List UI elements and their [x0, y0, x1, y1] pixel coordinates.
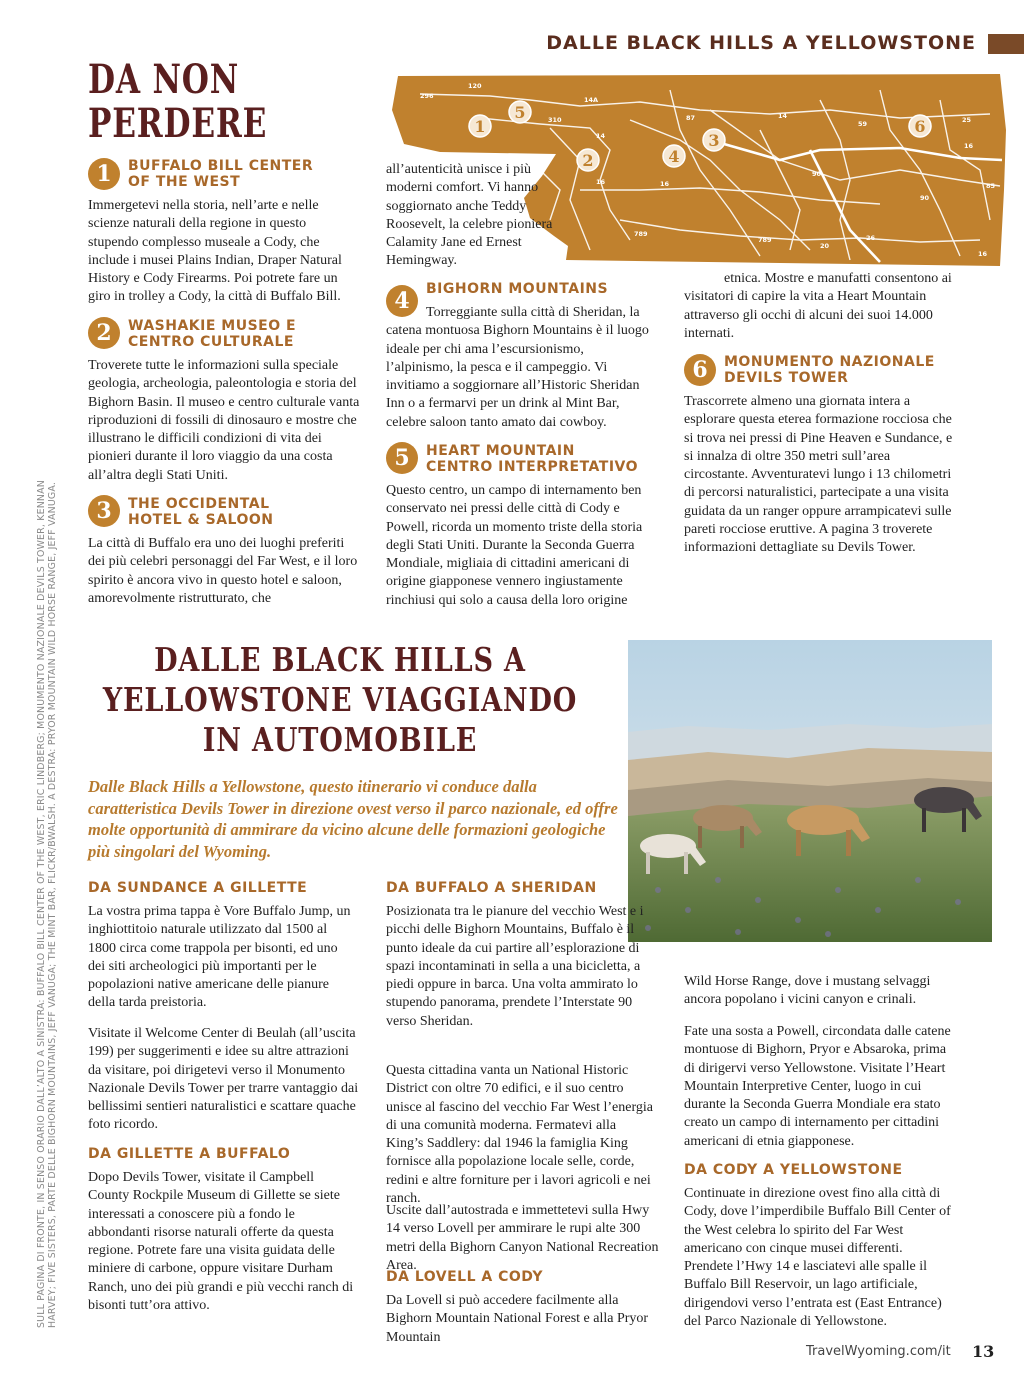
attraction-3-continued: all’autenticità unisce i più moderni comfort. Vi hanno soggiornato anche Teddy Roosevelt, la celebre pioniera Calamity Jane ed Ernest Hemingway.	[386, 162, 553, 269]
footer-url[interactable]: TravelWyoming.com/it	[806, 1344, 951, 1359]
number-badge-5: 5	[386, 442, 418, 474]
attraction-2-title-line2: CENTRO CULTURALE	[128, 334, 294, 350]
map-marker-2: 2	[582, 151, 594, 170]
number-badge-1: 1	[88, 158, 120, 190]
hwy-label: 789	[758, 236, 772, 244]
article-title	[40, 640, 640, 760]
hwy-label: 296	[420, 92, 434, 100]
running-header: DALLE BLACK HILLS A YELLOWSTONE	[546, 32, 976, 54]
attraction-5-continued	[684, 270, 954, 343]
hwy-label: 789	[634, 230, 648, 238]
hwy-label: 90	[812, 170, 822, 178]
attraction-3-title-line2: HOTEL & SALOON	[128, 512, 274, 528]
attraction-5-text: Questo centro, un campo di internamento ben conservato nei pressi delle città di Cody e Powell, ricorda un momento triste della storia degli Stati Uniti. Durante la Seconda Guerra Mondiale, migliaia di cittadini americani di origine giapponese vennero ingiustamente rinchiusi qui solo a causa della loro origine	[386, 483, 643, 608]
attraction-2-text: Troverete tutte le informazioni sulla speciale geologia, archeologia, paleontologia e storia del Bighorn Basin. Il museo e centro culturale vanta riproduzioni di fossili di dinosauro e mostre che illustrano le difficili condizioni di vita dei pionieri durante il loro viaggio da una costa all’altra degli Stati Uniti.	[88, 358, 360, 483]
attraction-3-text: La città di Buffalo era uno dei luoghi preferiti dei più celebri personaggi del Far West, e il loro spirito è ancora vivo in questo hotel e saloon, amorevolmente ristrutturato, che	[88, 536, 358, 606]
attraction-1-title	[128, 158, 313, 190]
hwy-label: 14A	[584, 96, 599, 104]
col3-heading-1: DA CODY A YELLOWSTONE	[684, 1162, 903, 1178]
attraction-1-text: Immergetevi nella storia, nell’arte e nelle scienze naturali della regione in questo stupendo complesso museale a Cody, che include i musei Plains Indian, Draper Natural History e Cody Firearms. Poi potrete fare un giro in trolley a Cody, la città di Buffalo Bill.	[88, 198, 342, 305]
map-marker-6: 6	[914, 117, 926, 136]
hwy-label: 90	[920, 194, 930, 202]
col2-heading-2: DA LOVELL A CODY	[386, 1269, 544, 1285]
map-marker-3: 3	[708, 131, 720, 150]
number-badge-6: 6	[684, 354, 716, 386]
map-marker-5: 5	[514, 103, 526, 122]
col1-heading-2: DA GILLETTE A BUFFALO	[88, 1146, 291, 1162]
attraction-5-continued-content: etnica. Mostre e manufatti consentono ai visitatori di capire la vita a Heart Mountain attraverso gli occhi di alcuni dei suoi 14.000 internati.	[684, 271, 952, 341]
hwy-label: 87	[686, 114, 696, 122]
map-marker-1: 1	[474, 117, 486, 136]
attraction-2-title-line1: WASHAKIE MUSEO E	[128, 318, 297, 334]
hwy-label: 25	[962, 116, 972, 124]
attraction-5-title-line2: CENTRO INTERPRETATIVO	[426, 459, 639, 475]
section-title-line1: DA NON	[88, 56, 240, 103]
number-badge-2: 2	[88, 317, 120, 349]
col1-paragraph-2: Visitate il Welcome Center di Beulah (all’uscita 199) per suggerimenti e idee su altre attrazioni da visitare, poi dirigetevi verso il Monumento Nazionale Devils Tower per trarre vantaggio dai bellissimi sentieri naturalistici e scattare quache foto ricordo.	[88, 1026, 359, 1133]
attraction-1-title-line2: OF THE WEST	[128, 174, 241, 190]
hwy-label: 120	[468, 82, 482, 90]
attraction-6-title	[724, 354, 935, 386]
col2-paragraph-2: Questa cittadina vanta un National Historic District con oltre 70 edifici, e il suo centro unisce al fascino del vecchio Far West l’energia di una comunità moderna. Fermatevi alla King’s Saddlery: dal 1946 la famiglia King fornisce alla popolazione locale selle, corde, redini e altre forniture per i lavori agricoli e nei ranch.	[386, 1063, 653, 1207]
hwy-label: 14	[596, 132, 606, 140]
attraction-6-text: Trascorrete almeno una giornata intera a esplorare questa eterea formazione rocciosa che si trova nei pressi di Pine Heaven e Sundance, e si innalza di oltre 350 metri sull’area circostante. Avventuratevi lungo i 13 chilometri di percorsi naturalistici, partecipate a una visita guidata da un ranger oppure arrampicatevi sulle pareti rocciose eruttive. A pagina 3 troverete informazioni dettagliate su Devils Tower.	[684, 394, 953, 556]
hwy-label: 26	[866, 234, 876, 242]
hwy-label: 16	[978, 250, 988, 258]
photo-credit: SULL PAGINA DI FRONTE, IN SENSO ORARIO DALL’ALTO A SINISTRA: BUFFALO BILL CENTER OF THE WEST, ERIC LINDBERG; MONUMENTO NAZIONALE DEVILS TOWER, KENNAN HARVEY; FIVE SISTERS, PARTE DELLE BIGHORN MOUNTAINS, JEFF VANUGA; THE MINT BAR, FLICKR/BWALSH. A DESTRA: PRYOR MOUNTAIN WILD HORSE RANGE, JEFF VANUGA.	[36, 480, 58, 1328]
col1-paragraph-1: La vostra prima tappa è Vore Buffalo Jump, un inghiottitoio naturale utilizzato dal 1500 al 1800 circa come trappola per bisonti, ed uno dei siti archeologici più importanti per le popolazioni native americane delle pianure della tarda preistoria.	[88, 904, 351, 1011]
attraction-1-title-line1: BUFFALO BILL CENTER	[128, 158, 314, 174]
col3-paragraph-3: Continuate in direzione ovest fino alla città di Cody, dove l’imperdibile Buffalo Bill Center of the West celebra lo spirito del Far West americano con cinque musei differenti. Prendete l’Hwy 14 e lasciatevi alle spalle il Buffalo Bill Reservoir, un lago artificiale, dirigendovi verso l’entrata est (East Entrance) del Parco Nazionale di Yellowstone.	[684, 1186, 951, 1330]
col2-paragraph-1: Posizionata tra le pianure del vecchio West e i picchi delle Bighorn Mountains, Buffalo è il punto ideale da cui partire all’esplorazione di spazi incontaminati in sella a una bicicletta, a piedi oppure in barca. Una volta ammirato lo stupendo panorama, prendete l’Interstate 90 verso Sheridan.	[386, 904, 644, 1029]
col2-heading-1: DA BUFFALO A SHERIDAN	[386, 880, 597, 896]
wild-horses-photo	[628, 640, 992, 942]
hwy-label: 16	[660, 180, 670, 188]
attraction-6-title-line2: DEVILS TOWER	[724, 370, 849, 386]
attraction-5-title-line1: HEART MOUNTAIN	[426, 443, 575, 459]
attraction-3-title-line1: THE OCCIDENTAL	[128, 496, 270, 512]
hwy-label: 16	[596, 178, 606, 186]
page-number: 13	[972, 1342, 995, 1361]
section-title-line2: PERDERE	[88, 100, 268, 147]
attraction-5-title	[426, 443, 638, 475]
col2-paragraph-4: Da Lovell si può accedere facilmente alla Bighorn Mountain National Forest e alla Pryor Mountain	[386, 1293, 649, 1345]
col1-heading-1: DA SUNDANCE A GILLETTE	[88, 880, 308, 896]
hwy-label: 310	[548, 116, 562, 124]
number-badge-3: 3	[88, 495, 120, 527]
hwy-label: 16	[964, 142, 974, 150]
attraction-4-text	[386, 304, 654, 432]
attraction-4-text-content: Torreggiante sulla città di Sheridan, la catena montuosa Bighorn Mountains è il luogo ideale per chi ama l’escursionismo, l’alpinismo, la pesca e il campeggio. Vi invitiamo a soggiornare all’Historic Sheridan Inn o a fermarvi per un drink al Mint Bar, celebre saloon tanto amato dai cowboy.	[386, 305, 649, 430]
col1-paragraph-3: Dopo Devils Tower, visitate il Campbell County Rockpile Museum di Gillette se siete interessati a conoscere più a fondo le abbondanti risorse naturali offerte da questa regione. Potrete fare una visita guidata delle miniere di carbone, oppure visitare Durham Ranch, uno dei più grandi e più vecchi ranch di bisonti tutt’ora attivo.	[88, 1170, 354, 1314]
col3-paragraph-2: Fate una sosta a Powell, circondata dalle catene montuose di Bighorn, Pryor e Absaroka, prima di dirigervi verso Yellowstone. Visitate l’Heart Mountain Interpretive Center, luogo in cui durante la Seconda Guerra Mondiale era stato creato un campo di internamento per cittadini americani di etnia giapponese.	[684, 1024, 951, 1149]
hwy-label: 85	[986, 182, 996, 190]
article-intro: Dalle Black Hills a Yellowstone, questo itinerario vi conduce dalla caratteristica Devils Tower in direzione ovest verso il parco nazionale, ed offre molte opportunità di ammirare da vicino alcune delle formazioni geologiche più singolari del Wyoming.	[88, 777, 618, 861]
hwy-label: 14	[778, 112, 788, 120]
attraction-6-title-line1: MONUMENTO NAZIONALE	[724, 354, 935, 370]
attraction-2-title	[128, 318, 296, 350]
header-bar	[988, 34, 1024, 54]
number-badge-4: 4	[386, 285, 418, 317]
article-title-line3: IN AUTOMOBILE	[202, 720, 478, 759]
article-title-line2: YELLOWSTONE VIAGGIANDO	[102, 680, 578, 719]
hwy-label: 20	[820, 242, 830, 250]
section-title	[88, 58, 267, 146]
hwy-label: 59	[858, 120, 868, 128]
map-marker-4: 4	[668, 147, 680, 166]
attraction-3-title	[128, 496, 273, 528]
col2-paragraph-3: Uscite dall’autostrada e immettetevi sulla Hwy 14 verso Lovell per ammirare le rupi alte 300 metri della Bighorn Canyon National Recreation Area.	[386, 1203, 659, 1273]
article-title-line1: DALLE BLACK HILLS A	[154, 640, 526, 679]
attraction-4-title: BIGHORN MOUNTAINS	[426, 281, 609, 297]
col3-paragraph-1: Wild Horse Range, dove i mustang selvaggi ancora popolano i vicini canyon e crinali.	[684, 974, 931, 1008]
